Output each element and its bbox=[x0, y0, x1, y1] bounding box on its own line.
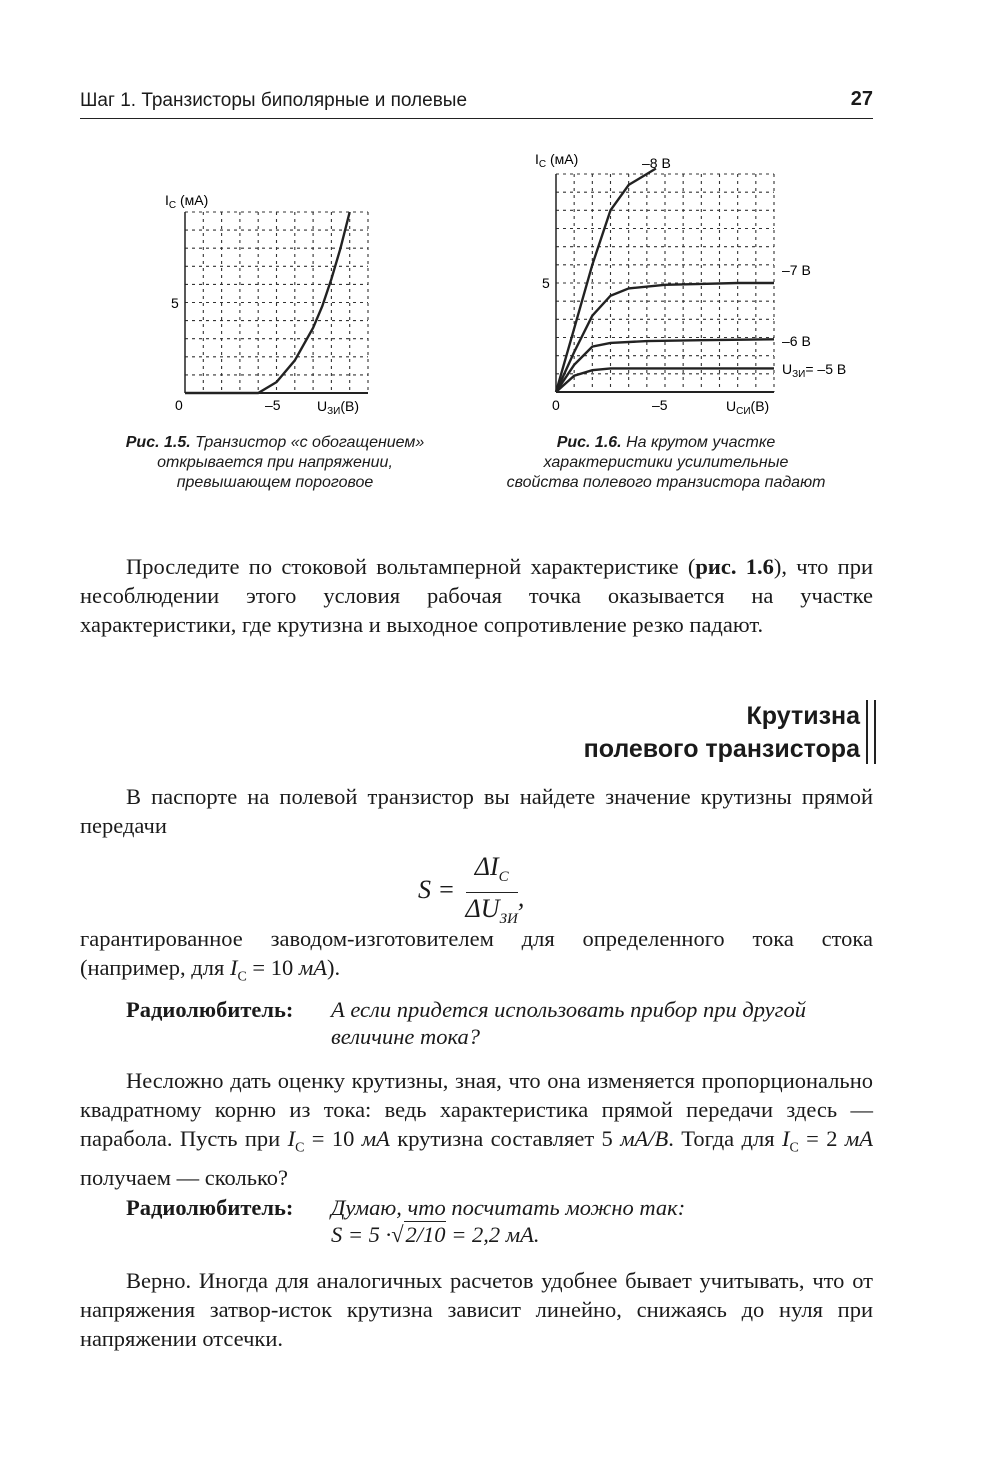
fig15-caption: Рис. 1.5. Транзистор «с обогащением» открывается при напряжении, превышающем пороговое bbox=[125, 434, 425, 491]
fig16-tick-x0: 0 bbox=[552, 397, 560, 413]
running-header-title: Шаг 1. Транзисторы биполярные и полевые bbox=[80, 90, 468, 111]
dialog-2-text: Думаю, что посчитать можно так: S = 5 ·√2/10 = 2,2 мА. bbox=[331, 1195, 686, 1247]
figure-reference: рис. 1.6 bbox=[695, 554, 774, 579]
figure-1-6 bbox=[530, 148, 875, 420]
fig16-xlabel: $U_{СИ}(В)$ bbox=[726, 398, 770, 417]
fig16-label-8v: –8 В bbox=[642, 155, 671, 171]
fig15-ylabel: $I_C$ (мА) bbox=[165, 192, 209, 211]
fig15-curve bbox=[185, 212, 350, 393]
paragraph-3: гарантированное заводом-изготовителем для определенного тока стока (например, для $I_C = 10$ мА). bbox=[80, 926, 873, 985]
section-heading: Крутизна полевого транзистора bbox=[583, 702, 860, 763]
fig16-tick-y5: 5 bbox=[542, 275, 550, 291]
fig15-tick-x0: 0 bbox=[175, 397, 183, 413]
dialog-1-speaker: Радиолюбитель: bbox=[126, 997, 294, 1022]
fig16-label-6v: –6 В bbox=[782, 333, 811, 349]
paragraph-4: Несложно дать оценку крутизны, зная, что она изменяется пропорционально квадратному корню из тока: ведь характеристика прямой передачи здесь — парабола. Пусть при $I_C = 10$ мА крутизна составляет 5 мА/В. Тогда для $I_C = 2$ мА получаем — сколько? bbox=[80, 1068, 873, 1190]
figure-1-5 bbox=[155, 185, 395, 420]
heading-double-bar bbox=[866, 700, 876, 764]
paragraph-2: В паспорте на полевой транзистор вы найдете значение крутизны прямой передачи bbox=[80, 784, 873, 838]
fig15-tick-y5: 5 bbox=[171, 295, 179, 311]
fig15-grid bbox=[185, 212, 368, 393]
paragraph-1: Проследите по стоковой вольтамперной характеристике (рис. 1.6), что при несоблюдении этого условия рабочая точка оказывается на участке характеристики, где крутизна и выходное сопротивление резко падают. bbox=[80, 554, 874, 637]
fig16-label-7v: –7 В bbox=[782, 262, 811, 278]
dialog-1 bbox=[126, 996, 876, 1052]
fig15-caption-label: Рис. 1.5. bbox=[125, 434, 191, 451]
transconductance-formula: S = $\Delta I_C$ $\Delta U_{ЗИ}$ , bbox=[418, 852, 525, 928]
fig15-tick-x5: –5 bbox=[265, 397, 281, 413]
running-header bbox=[80, 88, 873, 119]
fig16-caption-label: Рис. 1.6. bbox=[556, 434, 622, 451]
dialog-2 bbox=[126, 1194, 876, 1254]
paragraph-5: Верно. Иногда для аналогичных расчетов удобнее бывает учитывать, что от напряжения затвор-исток крутизна зависит линейно, снижаясь до нуля при напряжении отсечки. bbox=[80, 1268, 873, 1351]
fig16-tick-x5: –5 bbox=[652, 397, 668, 413]
fig16-label-5v: $U_{ЗИ}= -5$ В bbox=[782, 361, 847, 380]
fig16-caption: Рис. 1.6. На крутом участке характеристики усилительные свойства полевого транзистора падают bbox=[506, 434, 826, 491]
page-number: 27 bbox=[850, 88, 873, 110]
dialog-2-speaker: Радиолюбитель: bbox=[126, 1195, 294, 1220]
fig15-xlabel: $U_{ЗИ}(В)$ bbox=[317, 398, 360, 417]
fig16-ylabel: $I_C$ (мА) bbox=[535, 151, 579, 170]
dialog-1-text: А если придется использовать прибор при другой величине тока? bbox=[331, 997, 806, 1049]
